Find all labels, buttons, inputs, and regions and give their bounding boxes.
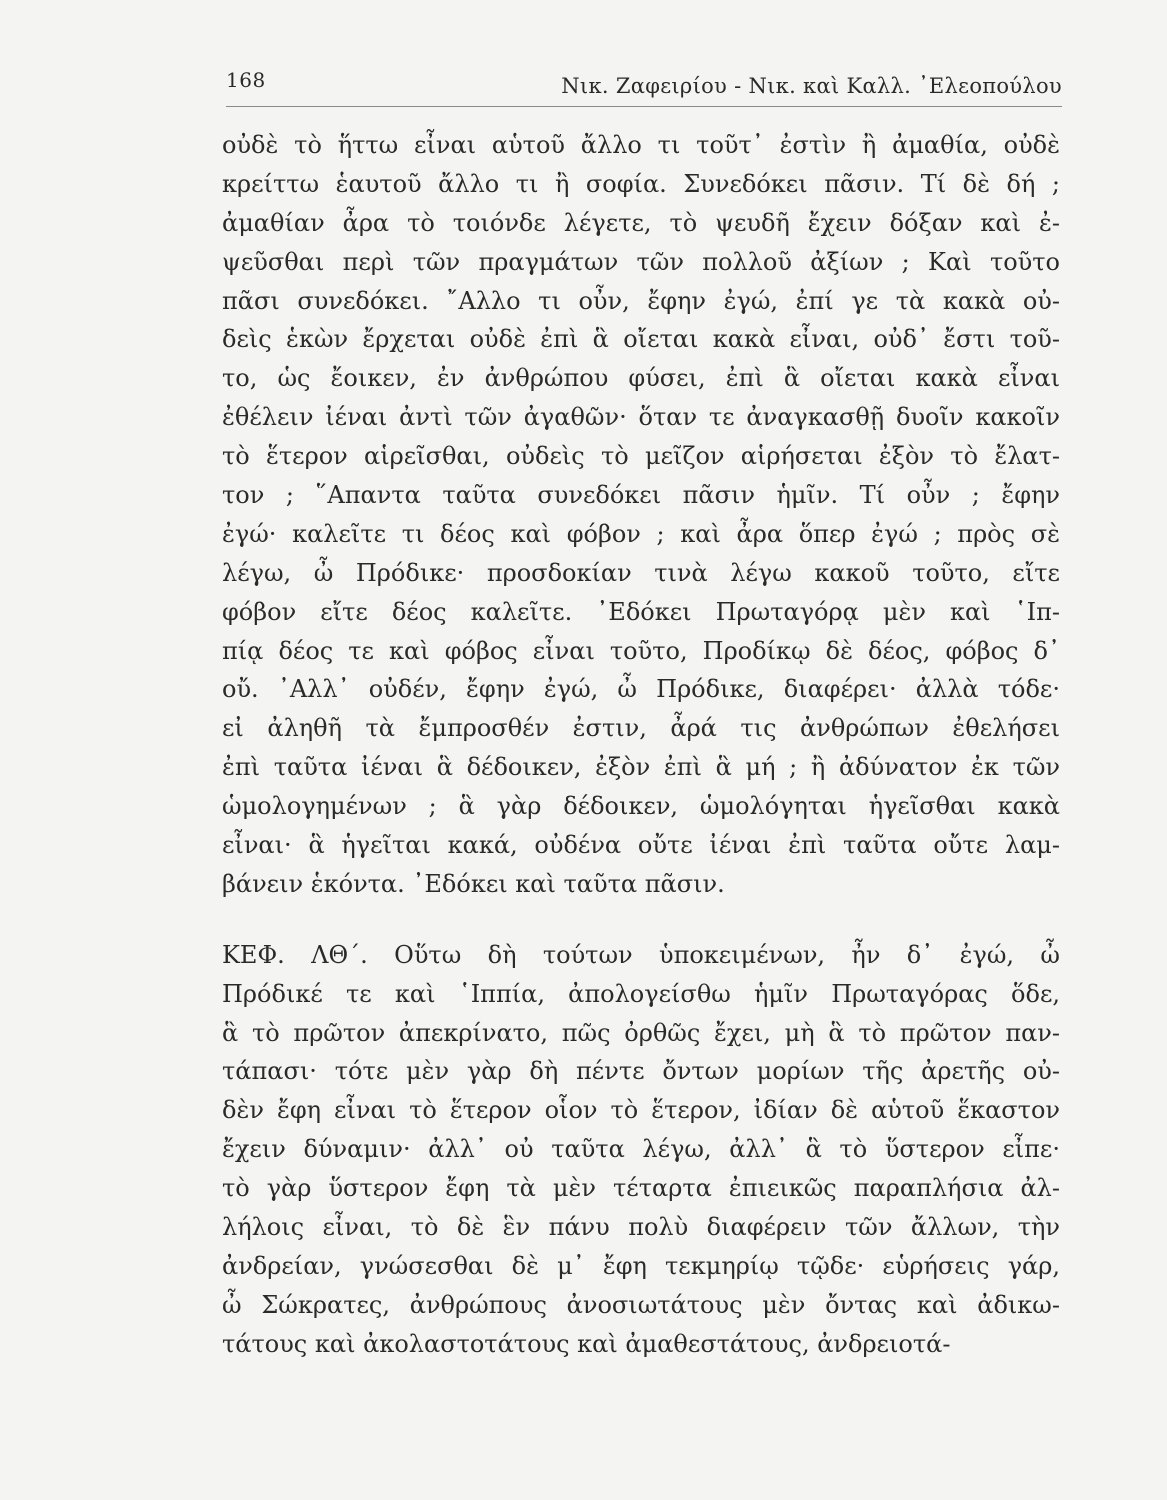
text-line: ἀμαθίαν ἆρα τὸ τοιόνδε λέγετε, τὸ ψευδῆ ἔχειν δόξαν καὶ ἐ- xyxy=(222,208,1060,237)
text-line: πίᾳ δέος τε καὶ φόβος εἶναι τοῦτο, Προδίκῳ δὲ δέος, φόβος δ᾿ xyxy=(222,636,1060,665)
text-line: ΚΕΦ. ΛΘ΄. Οὕτω δὴ τούτων ὑποκειμένων, ἦν δ᾿ ἐγώ, ὦ xyxy=(222,940,1060,969)
text-line: ἐγώ· καλεῖτε τι δέος καὶ φόβον ; καὶ ἆρα ὅπερ ἐγώ ; πρὸς σὲ xyxy=(222,519,1060,548)
page-header xyxy=(226,66,1062,107)
text-line: φόβον εἴτε δέος καλεῖτε. ᾿Εδόκει Πρωταγόρᾳ μὲν καὶ ῾Ιπ- xyxy=(222,597,1060,626)
text-line: ἐπὶ ταῦτα ἰέναι ἃ δέδοικεν, ἐξὸν ἐπὶ ἃ μή ; ἢ ἀδύνατον ἐκ τῶν xyxy=(222,753,1060,782)
text-line: ὦ Σώκρατες, ἀνθρώπους ἀνοσιωτάτους μὲν ὄντας καὶ ἀδικω- xyxy=(222,1290,1060,1319)
text-line: εἶναι· ἃ ἡγεῖται κακά, οὐδένα οὔτε ἰέναι ἐπὶ ταῦτα οὔτε λαμ- xyxy=(222,831,1060,860)
paragraph xyxy=(222,126,1060,904)
text-line: το, ὡς ἔοικεν, ἐν ἀνθρώπου φύσει, ἐπὶ ἃ οἴεται κακὰ εἶναι xyxy=(222,364,1060,393)
text-line: τὸ ἕτερον αἱρεῖσθαι, οὐδεὶς τὸ μεῖζον αἱρήσεται ἐξὸν τὸ ἔλατ- xyxy=(222,442,1060,471)
running-head: Νικ. Ζαφειρίου - Νικ. καὶ Καλλ. ᾿Ελεοπούλου xyxy=(561,74,1062,98)
text-line: κρείττω ἑαυτοῦ ἄλλο τι ἢ σοφία. Συνεδόκει πᾶσιν. Τί δὲ δή ; xyxy=(222,169,1060,198)
text-line: ἔχειν δύναμιν· ἀλλ᾿ οὐ ταῦτα λέγω, ἀλλ᾿ ἃ τὸ ὕστερον εἶπε· xyxy=(222,1135,1060,1164)
text-line: τον ; ῞Απαντα ταῦτα συνεδόκει πᾶσιν ἡμῖν. Τί οὖν ; ἔφην xyxy=(222,481,1060,510)
text-line: ὡμολογημένων ; ἃ γὰρ δέδοικεν, ὡμολόγηται ἡγεῖσθαι κακὰ xyxy=(222,792,1060,821)
text-line: οὔ. ᾿Αλλ᾿ οὐδέν, ἔφην ἐγώ, ὦ Πρόδικε, διαφέρει· ἀλλὰ τόδε· xyxy=(222,675,1060,704)
text-line: Πρόδικέ τε καὶ ῾Ιππία, ἀπολογείσθω ἡμῖν Πρωταγόρας ὅδε, xyxy=(222,979,1060,1008)
text-line: οὐδὲ τὸ ἥττω εἶναι αὑτοῦ ἄλλο τι τοῦτ᾿ ἐστὶν ἢ ἀμαθία, οὐδὲ xyxy=(222,131,1060,159)
paragraph-gap xyxy=(222,904,1060,936)
text-line: ἃ τὸ πρῶτον ἀπεκρίνατο, πῶς ὀρθῶς ἔχει, μὴ ἃ τὸ πρῶτον παν- xyxy=(222,1018,1060,1047)
text-line: λέγω, ὦ Πρόδικε· προσδοκίαν τινὰ λέγω κακοῦ τοῦτο, εἴτε xyxy=(222,558,1060,587)
body-text xyxy=(222,126,1060,1364)
paragraph xyxy=(222,936,1060,1364)
text-line: πᾶσι συνεδόκει. ῎Αλλο τι οὖν, ἔφην ἐγώ, ἐπί γε τὰ κακὰ οὐ- xyxy=(222,286,1060,315)
text-line: ἐθέλειν ἰέναι ἀντὶ τῶν ἀγαθῶν· ὅταν τε ἀναγκασθῇ δυοῖν κακοῖν xyxy=(222,403,1060,432)
text-line: ἀνδρείαν, γνώσεσθαι δὲ μ᾿ ἔφη τεκμηρίῳ τῷδε· εὑρήσεις γάρ, xyxy=(222,1251,1060,1280)
text-line: εἰ ἀληθῆ τὰ ἔμπροσθέν ἐστιν, ἆρά τις ἀνθρώπων ἐθελήσει xyxy=(222,714,1060,743)
text-line: δὲν ἔφη εἶναι τὸ ἕτερον οἷον τὸ ἕτερον, ἰδίαν δὲ αὑτοῦ ἕκαστον xyxy=(222,1096,1060,1125)
text-line: τὸ γὰρ ὕστερον ἔφη τὰ μὲν τέταρτα ἐπιεικῶς παραπλήσια ἀλ- xyxy=(222,1174,1060,1203)
text-line: τάτους καὶ ἀκολαστοτάτους καὶ ἀμαθεστάτους, ἀνδρειοτά- xyxy=(222,1329,951,1358)
text-line: δεὶς ἑκὼν ἔρχεται οὐδὲ ἐπὶ ἃ οἴεται κακὰ εἶναι, οὐδ᾿ ἔστι τοῦ- xyxy=(222,325,1060,354)
text-line: τάπασι· τότε μὲν γὰρ δὴ πέντε ὄντων μορίων τῆς ἀρετῆς οὐ- xyxy=(222,1057,1060,1086)
text-line: ψεῦσθαι περὶ τῶν πραγμάτων τῶν πολλοῦ ἀξίων ; Καὶ τοῦτο xyxy=(222,247,1060,276)
text-line: βάνειν ἑκόντα. ᾿Εδόκει καὶ ταῦτα πᾶσιν. xyxy=(222,869,725,898)
page-number: 168 xyxy=(226,68,266,92)
text-line: λήλοις εἶναι, τὸ δὲ ἓν πάνυ πολὺ διαφέρειν τῶν ἄλλων, τὴν xyxy=(222,1213,1060,1242)
